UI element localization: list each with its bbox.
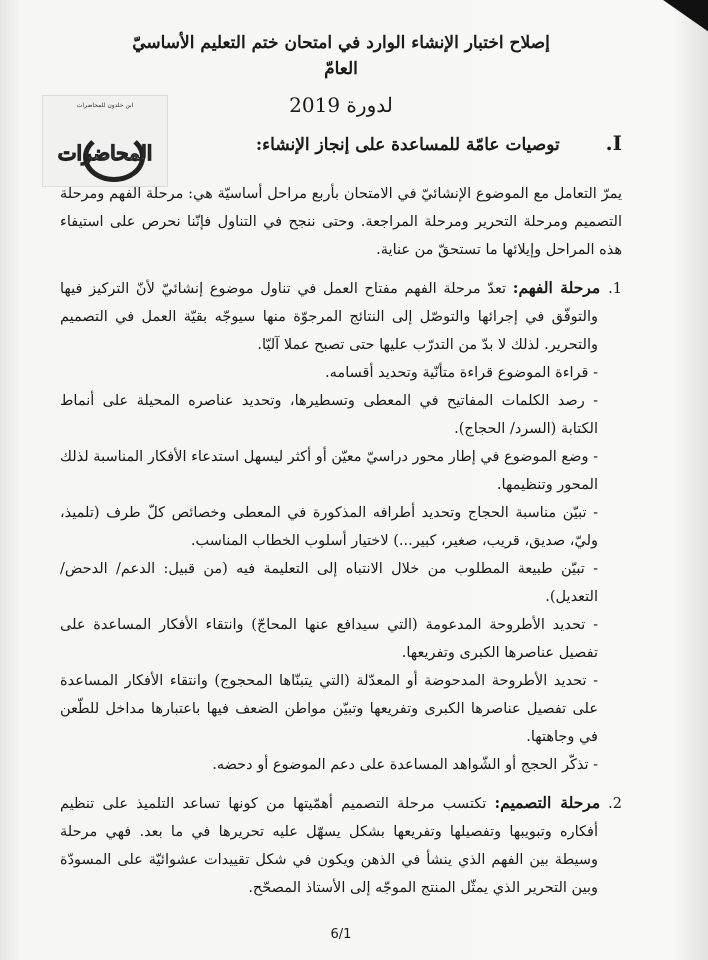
document-content xyxy=(60,30,622,944)
item-heading: مرحلة التصميم: xyxy=(494,793,601,812)
bullet: - تحديد الأطروحة المدحوضة أو المعدّلة (التي يتبنّاها المحجوج) وانتقاء الأفكار المساعدة على تفصيل عناصرها الكبرى وتفريعها وتبيّن مواطن الضعف فيها باعتبارها مداخل للطّعن في وجاهتها. xyxy=(60,673,598,745)
document-title: إصلاح اختبار الإنشاء الوارد في امتحان ختم التعليم الأساسيّ العامّ xyxy=(132,33,550,79)
stage-design xyxy=(60,789,622,902)
item-heading: مرحلة الفهم: xyxy=(512,278,601,297)
bullet: - قراءة الموضوع قراءة متأنّية وتحديد أقسامه. xyxy=(325,365,598,381)
bullet: - وضع الموضوع في إطار محور دراسيّ معيّن أو أكثر ليسهل استدعاء الأفكار المناسبة لذلك المحور وتنظيمها. xyxy=(60,449,598,493)
logo-text: المحاضرات xyxy=(57,141,153,165)
section-number: I. xyxy=(605,131,622,155)
bullet: - تبيّن طبيعة المطلوب من خلال الانتباه إلى التعليمة فيه (من قبيل: الدعم/ الدحض/ التعديل). xyxy=(60,561,598,605)
item-text: تعدّ مرحلة الفهم مفتاح العمل في تناول موضوع إنشائيّ لأنّ التركيز فيها والتوفّق في إجرائها والتوصّل إلى النتائج المرجوّة منها سيوجّه بقيّة العمل في التصميم والتحرير. لذلك لا بدّ من التدرّب عليها حتى تصبح عملا آليّا. xyxy=(60,281,598,353)
stage-intro xyxy=(60,789,622,902)
item-text: تكتسب مرحلة التصميم أهمّيتها من كونها تساعد التلميذ على تنظيم أفكاره وتبويبها وتفصيلها وتفريعها بشكل يسهّل عليه تحريرها في ما بعد. فهي مرحلة وسيطة بين الفهم الذي ينشأ في الذهن ويكون في شكل تقييدات عشوائيّة على المسودّة وبين التحرير الذي يمثّل المنتج الموجّه إلى الأستاذ المصحّح. xyxy=(60,796,598,896)
exam-session: لدورة 2019 xyxy=(289,93,393,117)
bullet: - تبيّن مناسبة الحجاج وتحديد أطرافه المذكورة في المعطى وخصائص كلّ طرف (تلميذ، وليّ، صديق، قريب، صغير، كبير...) لاختيار أسلوب الخطاب المناسب. xyxy=(60,505,598,549)
bullet: - رصد الكلمات المفاتيح في المعطى وتسطيرها، وتحديد عناصره المحيلة على أنماط الكتابة (السرد/ الحجاج). xyxy=(60,393,598,437)
item-number: 2. xyxy=(608,796,622,812)
stage-intro xyxy=(60,274,622,359)
scan-corner-shadow xyxy=(662,0,708,34)
bullet: - تحديد الأطروحة المدعومة (التي سيدافع عنها المحاجّ) وانتقاء الأفكار المساعدة على تفصيل عناصرها الكبرى وتفريعها. xyxy=(60,617,598,661)
bullet: - تذكّر الحجج أو الشّواهد المساعدة على دعم الموضوع أو دحضه. xyxy=(212,757,598,773)
stage-understanding xyxy=(60,274,622,779)
section-heading xyxy=(60,128,622,160)
intro-paragraph: يمرّ التعامل مع الموضوع الإنشائيّ في الامتحان بأربع مراحل أساسيّة هي: مرحلة الفهم ومرحلة التصميم ومرحلة التحرير ومرحلة المراجعة. وحتى ننجح في التناول فإنّنا نحرص على استيفاء هذه المراحل وإيلائها ما تستحقّ من عناية. xyxy=(60,186,622,258)
page-number: 6/1 xyxy=(330,927,352,942)
section-title: توصيات عامّة للمساعدة على إنجاز الإنشاء: xyxy=(255,135,560,155)
item-number: 1. xyxy=(608,281,623,297)
logo-subtitle: ابن خلدون للمحاضرات xyxy=(76,102,134,109)
